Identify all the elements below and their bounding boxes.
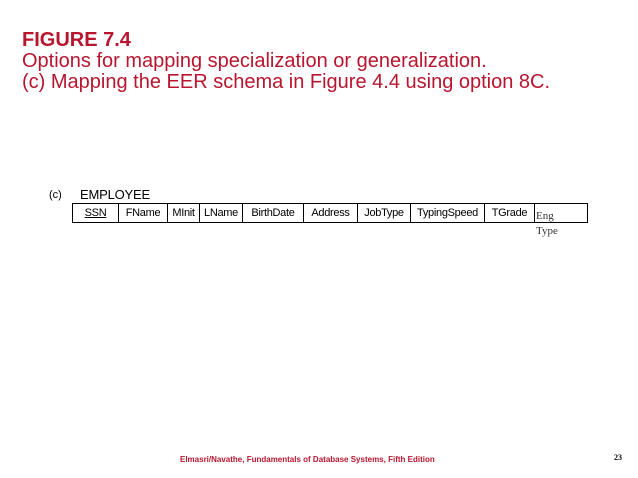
attribute-tgrade: TGrade <box>485 204 535 222</box>
attribute-minit: MInit <box>168 204 200 222</box>
attribute-engtype <box>536 209 576 239</box>
relation-name: EMPLOYEE <box>80 187 150 202</box>
figure-caption-line1: Options for mapping specialization or generalization. <box>22 50 487 72</box>
engtype-line1: Eng <box>536 210 554 222</box>
footer-citation: Elmasri/Navathe, Fundamentals of Database Systems, Fifth Edition <box>180 455 435 464</box>
attribute-ssn <box>73 204 119 222</box>
attribute-fname: FName <box>119 204 168 222</box>
engtype-line2: Type <box>536 225 558 237</box>
attribute-typingspeed: TypingSpeed <box>411 204 485 222</box>
attribute-jobtype: JobType <box>358 204 411 222</box>
panel-label: (c) <box>49 189 62 201</box>
attribute-birthdate: BirthDate <box>243 204 304 222</box>
figure-caption-line2: (c) Mapping the EER schema in Figure 4.4 using option 8C. <box>22 71 551 93</box>
attribute-address: Address <box>304 204 358 222</box>
slide-title <box>22 30 622 93</box>
page-number: 23 <box>614 453 622 462</box>
employee-relation-schema <box>72 203 588 223</box>
primary-key-label: SSN <box>84 207 107 219</box>
attribute-lname: LName <box>200 204 243 222</box>
figure-number: FIGURE 7.4 <box>22 29 131 51</box>
